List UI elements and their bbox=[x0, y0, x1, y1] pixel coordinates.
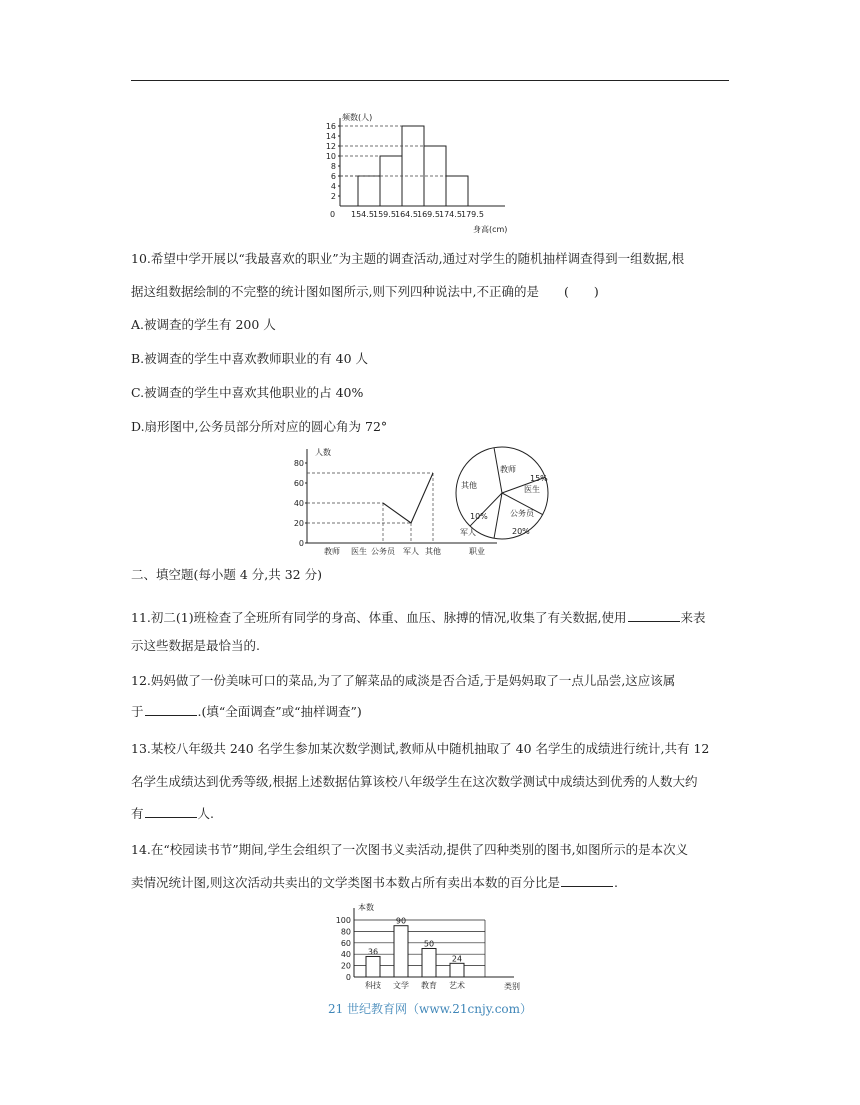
x-tick-label: 其他 bbox=[425, 547, 441, 556]
x-tick-label: 艺术 bbox=[449, 981, 465, 990]
x-tick-label: 公务员 bbox=[371, 547, 395, 556]
x-tick-label: 164.5 bbox=[395, 210, 418, 219]
pie-percent-label: 20% bbox=[512, 527, 530, 536]
y-tick-label: 80 bbox=[340, 927, 351, 937]
q12-line2 bbox=[131, 703, 362, 721]
histogram-bar bbox=[402, 126, 424, 206]
y-tick-label: 100 bbox=[335, 916, 351, 925]
bar-value-label: 90 bbox=[395, 916, 407, 926]
x-tick-label: 科技 bbox=[365, 981, 381, 990]
section-heading: 二、填空题(每小题 4 分,共 32 分) bbox=[131, 567, 322, 582]
bar-value-label: 36 bbox=[367, 947, 379, 957]
y-tick-label: 12 bbox=[325, 142, 336, 151]
header-rule bbox=[131, 80, 729, 81]
q10-option-a: A.被调查的学生有 200 人 bbox=[131, 317, 276, 332]
q11-line2: 示这些数据是最恰当的. bbox=[131, 638, 260, 653]
y-tick-label: 14 bbox=[325, 132, 336, 141]
bar-value-label: 24 bbox=[451, 954, 463, 964]
x-tick-label: 154.5 bbox=[351, 210, 374, 219]
q13-text-c: 有 bbox=[131, 806, 144, 821]
y-tick-label: 20 bbox=[340, 961, 351, 971]
q10-option-b: B.被调查的学生中喜欢教师职业的有 40 人 bbox=[131, 351, 369, 366]
x-tick-label: 179.5 bbox=[461, 210, 484, 219]
book-sales-chart bbox=[320, 898, 545, 993]
q11-text-a: 11.初二(1)班检查了全班所有同学的身高、体重、血压、脉搏的情况,收集了有关数据,使用 bbox=[131, 610, 627, 625]
bar bbox=[394, 926, 408, 977]
q13-line3 bbox=[131, 805, 214, 823]
q11-line1 bbox=[131, 609, 706, 627]
pie-slice-label: 公务员 bbox=[510, 509, 534, 518]
y-tick-label: 10 bbox=[325, 152, 336, 161]
bar bbox=[366, 956, 380, 977]
q12-text-b: 于 bbox=[131, 704, 144, 719]
bar bbox=[450, 963, 464, 977]
y-tick-label: 40 bbox=[293, 499, 304, 508]
q10-stem-line2: 据这组数据绘制的不完整的统计图如图所示,则下列四种说法中,不正确的是 ( ) bbox=[131, 284, 599, 299]
x-tick-label: 169.5 bbox=[417, 210, 440, 219]
pie-percent-label: 15% bbox=[530, 474, 548, 483]
y-tick-label: 20 bbox=[293, 519, 304, 528]
q14-text-c: . bbox=[613, 875, 618, 890]
q12-blank bbox=[145, 703, 197, 716]
y-tick-label: 6 bbox=[330, 172, 336, 181]
y-tick-label: 4 bbox=[330, 182, 336, 191]
histogram-bar bbox=[380, 156, 402, 206]
y-tick-label: 40 bbox=[340, 950, 351, 960]
x-axis-title: 职业 bbox=[469, 547, 485, 556]
bar-value-label: 50 bbox=[423, 939, 435, 949]
x-tick-label: 军人 bbox=[403, 547, 419, 556]
y-tick-label: 0 bbox=[345, 973, 351, 982]
y-tick-label: 8 bbox=[330, 162, 336, 171]
q12-line1: 12.妈妈做了一份美味可口的菜品,为了了解菜品的咸淡是否合适,于是妈妈取了一点儿品尝,这应该属 bbox=[131, 673, 676, 688]
x-axis-title: 类别 bbox=[504, 982, 520, 991]
q13-line2: 名学生成绩达到优秀等级,根据上述数据估算该校八年级学生在这次数学测试中成绩达到优秀的人数大约 bbox=[131, 774, 698, 789]
pie-percent-label: 10% bbox=[470, 512, 488, 521]
q11-blank bbox=[628, 609, 680, 622]
x-tick-label: 文学 bbox=[393, 981, 409, 990]
y-tick-label: 16 bbox=[325, 122, 336, 131]
height-histogram bbox=[310, 108, 510, 238]
y-tick-label: 60 bbox=[340, 938, 351, 948]
q13-text-d: 人. bbox=[197, 806, 214, 821]
y-axis-title: 本数 bbox=[358, 903, 374, 912]
q12-text-c: .(填“全面调查”或“抽样调查”) bbox=[197, 704, 362, 719]
y-tick-label: 2 bbox=[330, 192, 336, 201]
y-axis-title: 频数(人) bbox=[342, 113, 373, 122]
x-tick-label: 医生 bbox=[351, 547, 367, 556]
x-tick-label: 159.5 bbox=[373, 210, 396, 219]
pie-slice-label: 教师 bbox=[500, 465, 516, 474]
y-tick-label: 60 bbox=[293, 479, 304, 488]
q14-line2 bbox=[131, 874, 618, 892]
career-charts bbox=[290, 443, 570, 561]
pie-slice-label: 其他 bbox=[461, 481, 477, 490]
y-axis-title: 人数 bbox=[315, 448, 331, 457]
bar bbox=[422, 949, 436, 978]
histogram-bar bbox=[446, 176, 468, 206]
q10-option-c: C.被调查的学生中喜欢其他职业的占 40% bbox=[131, 385, 364, 400]
y-tick-label: 0 bbox=[298, 539, 304, 548]
q14-text-b: 卖情况统计图,则这次活动共卖出的文学类图书本数占所有卖出本数的百分比是 bbox=[131, 875, 560, 890]
y-tick-label: 80 bbox=[293, 459, 304, 468]
x-tick-label: 教师 bbox=[324, 547, 340, 556]
histogram-bar bbox=[358, 176, 380, 206]
pie-slice-label: 军人 bbox=[460, 528, 476, 537]
x-axis-title: 身高(cm) bbox=[473, 225, 508, 234]
q13-line1: 13.某校八年级共 240 名学生参加某次数学测试,教师从中随机抽取了 40 名学生的成绩进行统计,共有 12 bbox=[131, 741, 710, 756]
q14-blank bbox=[561, 874, 613, 887]
q10-option-d: D.扇形图中,公务员部分所对应的圆心角为 72° bbox=[131, 419, 388, 434]
origin-label: 0 bbox=[330, 210, 336, 219]
footer-site: 21 世纪教育网（www.21cnjy.com） bbox=[327, 1002, 533, 1016]
pie-slice-label: 医生 bbox=[524, 485, 540, 494]
series-line bbox=[383, 473, 433, 523]
q13-blank bbox=[145, 805, 197, 818]
x-tick-label: 教育 bbox=[421, 981, 437, 990]
q14-line1: 14.在“校园读书节”期间,学生会组织了一次图书义卖活动,提供了四种类别的图书,如图所示的是本次义 bbox=[131, 842, 689, 857]
q11-text-b: 来表 bbox=[680, 610, 706, 625]
q10-stem-line1: 10.希望中学开展以“我最喜欢的职业”为主题的调查活动,通过对学生的随机抽样调查得到一组数据,根 bbox=[131, 251, 685, 266]
x-tick-label: 174.5 bbox=[439, 210, 462, 219]
